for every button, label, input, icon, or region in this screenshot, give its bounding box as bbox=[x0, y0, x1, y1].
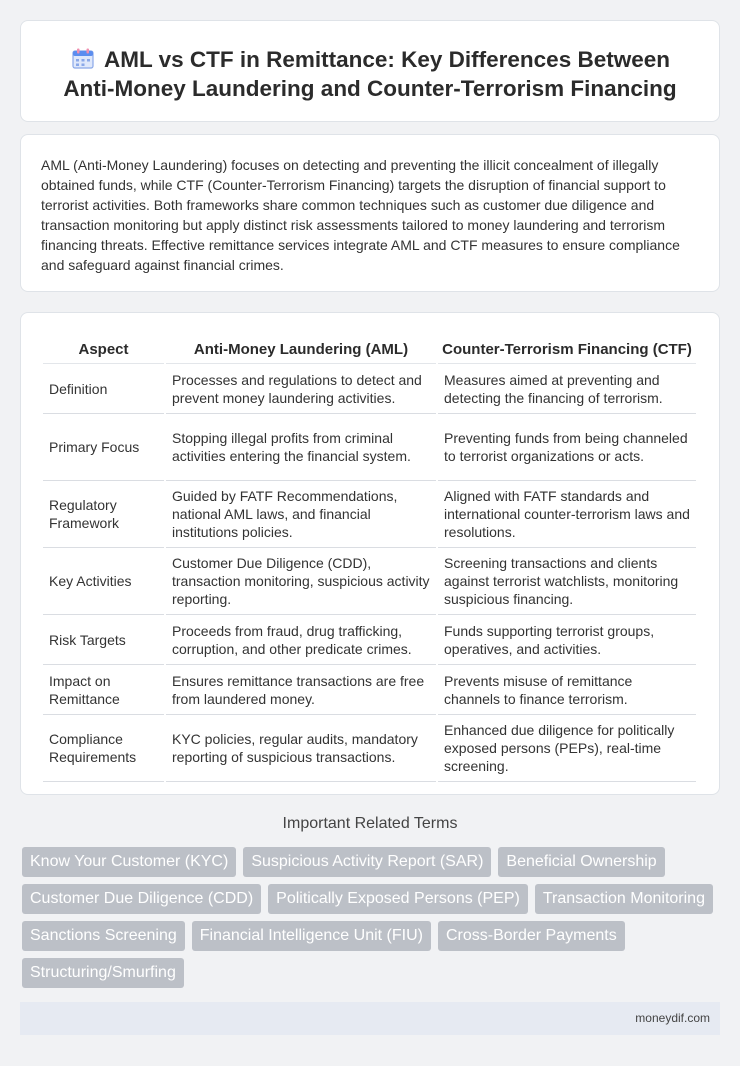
intro-paragraph: AML (Anti-Money Laundering) focuses on detecting and preventing the illicit concealment of illegally obtained funds, while CTF (Counter-Terrorism Financing) targets the disruption of financial support to terrorist activities. Both frameworks share common techniques such as customer due diligence and transaction monitoring but apply distinct risk assessments tailored to money laundering and terrorism financing threats. Effective remittance services integrate AML and CTF measures to ensure compliance and safeguard against financial crimes. bbox=[41, 157, 680, 273]
cell-aml: Ensures remittance transactions are free from laundered money. bbox=[166, 665, 436, 715]
tag-cross-border-payments[interactable]: Cross-Border Payments bbox=[438, 921, 625, 951]
table-row bbox=[43, 481, 696, 548]
cell-ctf: Funds supporting terrorist groups, operatives, and activities. bbox=[438, 615, 696, 665]
tag-cdd[interactable]: Customer Due Diligence (CDD) bbox=[22, 884, 261, 914]
footer-site-link[interactable]: moneydif.com bbox=[635, 1011, 710, 1025]
cell-aspect: Compliance Requirements bbox=[43, 715, 164, 782]
page-title bbox=[51, 45, 689, 103]
cell-aspect: Regulatory Framework bbox=[43, 481, 164, 548]
cell-ctf: Measures aimed at preventing and detecting the financing of terrorism. bbox=[438, 364, 696, 414]
calendar-icon bbox=[70, 48, 96, 70]
cell-aspect: Key Activities bbox=[43, 548, 164, 615]
table-row bbox=[43, 548, 696, 615]
table-row bbox=[43, 665, 696, 715]
cell-ctf: Screening transactions and clients against terrorist watchlists, monitoring suspicious financing. bbox=[438, 548, 696, 615]
header-ctf: Counter-Terrorism Financing (CTF) bbox=[438, 333, 696, 364]
cell-aml: Stopping illegal profits from criminal activities entering the financial system. bbox=[166, 414, 436, 481]
tag-sar[interactable]: Suspicious Activity Report (SAR) bbox=[243, 847, 491, 877]
header-aml: Anti-Money Laundering (AML) bbox=[166, 333, 436, 364]
cell-aspect: Impact on Remittance bbox=[43, 665, 164, 715]
related-terms-tags bbox=[22, 847, 722, 995]
table-row bbox=[43, 715, 696, 782]
footer bbox=[20, 1002, 720, 1035]
table-row bbox=[43, 364, 696, 414]
tag-pep[interactable]: Politically Exposed Persons (PEP) bbox=[268, 884, 528, 914]
intro-card bbox=[20, 134, 720, 292]
tag-kyc[interactable]: Know Your Customer (KYC) bbox=[22, 847, 236, 877]
tag-fiu[interactable]: Financial Intelligence Unit (FIU) bbox=[192, 921, 431, 951]
header-aspect: Aspect bbox=[43, 333, 164, 364]
cell-aml: Processes and regulations to detect and prevent money laundering activities. bbox=[166, 364, 436, 414]
title-card bbox=[20, 20, 720, 122]
cell-aml: Customer Due Diligence (CDD), transaction monitoring, suspicious activity reporting. bbox=[166, 548, 436, 615]
cell-aml: Proceeds from fraud, drug trafficking, corruption, and other predicate crimes. bbox=[166, 615, 436, 665]
table-row bbox=[43, 615, 696, 665]
tag-transaction-monitoring[interactable]: Transaction Monitoring bbox=[535, 884, 713, 914]
tag-beneficial-ownership[interactable]: Beneficial Ownership bbox=[498, 847, 664, 877]
cell-aspect: Definition bbox=[43, 364, 164, 414]
cell-aspect: Risk Targets bbox=[43, 615, 164, 665]
comparison-table-card bbox=[20, 312, 720, 795]
cell-ctf: Prevents misuse of remittance channels to finance terrorism. bbox=[438, 665, 696, 715]
tag-structuring-smurfing[interactable]: Structuring/Smurfing bbox=[22, 958, 184, 988]
cell-ctf: Preventing funds from being channeled to terrorist organizations or acts. bbox=[438, 414, 696, 481]
cell-aml: KYC policies, regular audits, mandatory reporting of suspicious transactions. bbox=[166, 715, 436, 782]
related-terms-heading: Important Related Terms bbox=[282, 815, 458, 832]
tag-sanctions-screening[interactable]: Sanctions Screening bbox=[22, 921, 185, 951]
table-header-row bbox=[43, 333, 696, 364]
cell-ctf: Enhanced due diligence for politically exposed persons (PEPs), real-time screening. bbox=[438, 715, 696, 782]
table-row bbox=[43, 414, 696, 481]
page-title-text: AML vs CTF in Remittance: Key Differences Between Anti-Money Laundering and Counter-Terrorism Financing bbox=[63, 47, 677, 101]
cell-ctf: Aligned with FATF standards and international counter-terrorism laws and resolutions. bbox=[438, 481, 696, 548]
cell-aml: Guided by FATF Recommendations, national AML laws, and financial institutions policies. bbox=[166, 481, 436, 548]
comparison-table bbox=[41, 333, 698, 782]
cell-aspect: Primary Focus bbox=[43, 414, 164, 481]
